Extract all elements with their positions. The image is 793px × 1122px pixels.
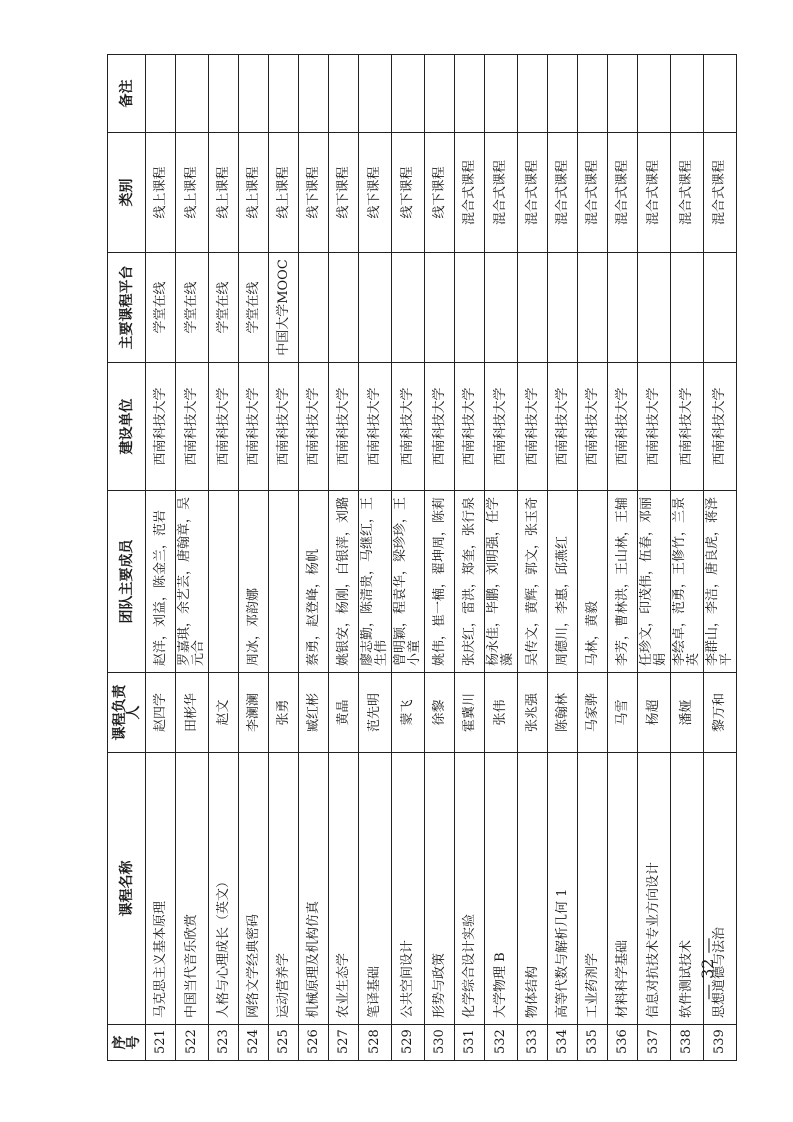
course-platform [329, 253, 359, 363]
remark [299, 55, 329, 133]
row-no: 523 [209, 1025, 239, 1061]
course-type: 线下课程 [425, 133, 455, 253]
team-members: 吴传文，黄辉，郭文，张玉奇 [518, 491, 548, 673]
remark [671, 55, 704, 133]
course-name: 网络文学经典密码 [239, 753, 269, 1025]
table-row [425, 55, 455, 1061]
row-no: 525 [269, 1025, 299, 1061]
team-members: 廖志勤，陈清贵，马继红，王生伟 [359, 491, 392, 673]
row-no: 526 [299, 1025, 329, 1061]
remark [359, 55, 392, 133]
team-members: 赵洋，刘益，陈金兰，范岩 [146, 491, 176, 673]
build-unit: 西南科技大学 [485, 363, 518, 491]
course-leader: 徐黎 [425, 673, 455, 753]
course-name: 笔译基础 [359, 753, 392, 1025]
table-row [359, 55, 392, 1061]
team-members: 李芳，曹林洪，王山林，王辅 [608, 491, 638, 673]
course-name: 材料科学基础 [608, 753, 638, 1025]
build-unit: 西南科技大学 [239, 363, 269, 491]
course-leader: 陈翰林 [548, 673, 578, 753]
header-name: 课程名称 [108, 753, 146, 1025]
build-unit: 西南科技大学 [359, 363, 392, 491]
course-platform [704, 253, 737, 363]
course-leader: 臧红彬 [299, 673, 329, 753]
remark [425, 55, 455, 133]
header-no: 序号 [108, 1025, 146, 1061]
course-platform [671, 253, 704, 363]
remark [518, 55, 548, 133]
remark [548, 55, 578, 133]
header-leader: 课程负责人 [108, 673, 146, 753]
remark [392, 55, 425, 133]
course-name: 公共空间设计 [392, 753, 425, 1025]
course-leader: 范先明 [359, 673, 392, 753]
course-platform [548, 253, 578, 363]
course-platform: 学堂在线 [146, 253, 176, 363]
remark [485, 55, 518, 133]
course-type: 混合式课程 [485, 133, 518, 253]
course-leader: 赵文 [209, 673, 239, 753]
course-leader: 田彬华 [176, 673, 209, 753]
row-no: 539 [704, 1025, 737, 1061]
team-members [269, 491, 299, 673]
team-members: 蔡勇，赵登峰，杨帆 [299, 491, 329, 673]
course-name: 马克思主义基本原理 [146, 753, 176, 1025]
course-type: 混合式课程 [638, 133, 671, 253]
remark [455, 55, 485, 133]
row-no: 527 [329, 1025, 359, 1061]
table-row [146, 55, 176, 1061]
table-header-row [108, 55, 146, 1061]
course-platform [638, 253, 671, 363]
course-name: 工业药剂学 [578, 753, 608, 1025]
course-type: 线上课程 [176, 133, 209, 253]
table-row [704, 55, 737, 1061]
build-unit: 西南科技大学 [176, 363, 209, 491]
course-type: 线上课程 [239, 133, 269, 253]
table-row [671, 55, 704, 1061]
remark [608, 55, 638, 133]
build-unit: 西南科技大学 [608, 363, 638, 491]
team-members: 罗嘉琪，余艺芸，唐翰章，吴元合 [176, 491, 209, 673]
course-leader: 霍冀川 [455, 673, 485, 753]
course-type: 线上课程 [269, 133, 299, 253]
team-members: 姚银安，杨刚，白银萍，刘璐 [329, 491, 359, 673]
remark [704, 55, 737, 133]
course-platform [425, 253, 455, 363]
course-leader: 张兆强 [518, 673, 548, 753]
course-name: 机械原理及机构仿真 [299, 753, 329, 1025]
course-leader: 马雪 [608, 673, 638, 753]
row-no: 528 [359, 1025, 392, 1061]
course-type: 线下课程 [392, 133, 425, 253]
header-platform: 主要课程平台 [108, 253, 146, 363]
course-platform [455, 253, 485, 363]
table-row [485, 55, 518, 1061]
row-no: 535 [578, 1025, 608, 1061]
course-leader: 杨超 [638, 673, 671, 753]
build-unit: 西南科技大学 [392, 363, 425, 491]
course-type: 混合式课程 [548, 133, 578, 253]
course-name: 信息对抗技术专业方向设计 [638, 753, 671, 1025]
remark [269, 55, 299, 133]
table-row [455, 55, 485, 1061]
build-unit: 西南科技大学 [269, 363, 299, 491]
team-members: 任珍文，印茂伟，伍春，邓丽娟 [638, 491, 671, 673]
course-leader: 张伟 [485, 673, 518, 753]
course-platform [578, 253, 608, 363]
team-members: 杨永佳，毕鹏，刘明强，任学藻 [485, 491, 518, 673]
team-members: 张庆红，雷洪，郑奎，张行泉 [455, 491, 485, 673]
row-no: 521 [146, 1025, 176, 1061]
course-leader: 潘娅 [671, 673, 704, 753]
table-row [299, 55, 329, 1061]
team-members: 马林，黄毅 [578, 491, 608, 673]
build-unit: 西南科技大学 [671, 363, 704, 491]
build-unit: 西南科技大学 [455, 363, 485, 491]
team-members: 姚伟，崔一楠，翟坤周，陈莉 [425, 491, 455, 673]
header-team: 团队主要成员 [108, 491, 146, 673]
course-type: 线下课程 [359, 133, 392, 253]
row-no: 533 [518, 1025, 548, 1061]
row-no: 536 [608, 1025, 638, 1061]
build-unit: 西南科技大学 [146, 363, 176, 491]
course-name: 大学物理 B [485, 753, 518, 1025]
course-platform: 学堂在线 [176, 253, 209, 363]
remark [239, 55, 269, 133]
row-no: 534 [548, 1025, 578, 1061]
remark [209, 55, 239, 133]
build-unit: 西南科技大学 [518, 363, 548, 491]
build-unit: 西南科技大学 [704, 363, 737, 491]
course-name: 人格与心理成长（英文） [209, 753, 239, 1025]
row-no: 538 [671, 1025, 704, 1061]
table-row [518, 55, 548, 1061]
course-type: 线上课程 [209, 133, 239, 253]
row-no: 531 [455, 1025, 485, 1061]
course-type: 混合式课程 [455, 133, 485, 253]
course-leader: 赵四学 [146, 673, 176, 753]
course-leader: 黎万和 [704, 673, 737, 753]
course-name: 物体结构 [518, 753, 548, 1025]
course-type: 混合式课程 [578, 133, 608, 253]
team-members: 周德川，李惠，邱燕红 [548, 491, 578, 673]
team-members: 李绘卓，范勇，王修竹，兰景英 [671, 491, 704, 673]
team-members: 李群山，李洁，唐良虎，蒋泽平 [704, 491, 737, 673]
course-leader: 张勇 [269, 673, 299, 753]
team-members: 曾明颖，程袁华，梁珍珍，王小童 [392, 491, 425, 673]
course-name: 思想道德与法治 [704, 753, 737, 1025]
course-name: 高等代数与解析几何 1 [548, 753, 578, 1025]
table-row [269, 55, 299, 1061]
course-type: 线下课程 [329, 133, 359, 253]
page-number: — 32 — [698, 937, 717, 1000]
header-unit: 建设单位 [108, 363, 146, 491]
row-no: 522 [176, 1025, 209, 1061]
row-no: 532 [485, 1025, 518, 1061]
course-platform [392, 253, 425, 363]
row-no: 529 [392, 1025, 425, 1061]
table-row [329, 55, 359, 1061]
table-row [548, 55, 578, 1061]
course-name: 中国当代音乐欣赏 [176, 753, 209, 1025]
course-type: 混合式课程 [608, 133, 638, 253]
table-row [392, 55, 425, 1061]
build-unit: 西南科技大学 [299, 363, 329, 491]
course-leader: 李澜澜 [239, 673, 269, 753]
course-type: 混合式课程 [518, 133, 548, 253]
course-name: 化学综合设计实验 [455, 753, 485, 1025]
build-unit: 西南科技大学 [578, 363, 608, 491]
course-table [107, 54, 737, 1061]
course-leader: 马家骅 [578, 673, 608, 753]
remark [176, 55, 209, 133]
remark [578, 55, 608, 133]
course-platform [485, 253, 518, 363]
table-row [608, 55, 638, 1061]
header-type: 类别 [108, 133, 146, 253]
course-platform [518, 253, 548, 363]
build-unit: 西南科技大学 [425, 363, 455, 491]
course-platform [359, 253, 392, 363]
course-name: 运动营养学 [269, 753, 299, 1025]
team-members [209, 491, 239, 673]
remark [638, 55, 671, 133]
table-row [176, 55, 209, 1061]
build-unit: 西南科技大学 [329, 363, 359, 491]
build-unit: 西南科技大学 [209, 363, 239, 491]
course-platform [299, 253, 329, 363]
course-type: 线下课程 [299, 133, 329, 253]
rotated-table-page [107, 55, 734, 1061]
table-row [209, 55, 239, 1061]
team-members: 周冰，邓韵娜 [239, 491, 269, 673]
course-name: 软件测试技术 [671, 753, 704, 1025]
course-name: 农业生态学 [329, 753, 359, 1025]
row-no: 530 [425, 1025, 455, 1061]
course-type: 线上课程 [146, 133, 176, 253]
course-leader: 蒙飞 [392, 673, 425, 753]
remark [329, 55, 359, 133]
course-name: 形势与政策 [425, 753, 455, 1025]
row-no: 537 [638, 1025, 671, 1061]
course-platform: 学堂在线 [209, 253, 239, 363]
course-platform: 学堂在线 [239, 253, 269, 363]
build-unit: 西南科技大学 [548, 363, 578, 491]
remark [146, 55, 176, 133]
course-platform [608, 253, 638, 363]
table-row [239, 55, 269, 1061]
table-row [578, 55, 608, 1061]
row-no: 524 [239, 1025, 269, 1061]
course-type: 混合式课程 [671, 133, 704, 253]
course-type: 混合式课程 [704, 133, 737, 253]
build-unit: 西南科技大学 [638, 363, 671, 491]
course-platform: 中国大学MOOC [269, 253, 299, 363]
table-row [638, 55, 671, 1061]
course-leader: 黄晶 [329, 673, 359, 753]
header-note: 备注 [108, 55, 146, 133]
